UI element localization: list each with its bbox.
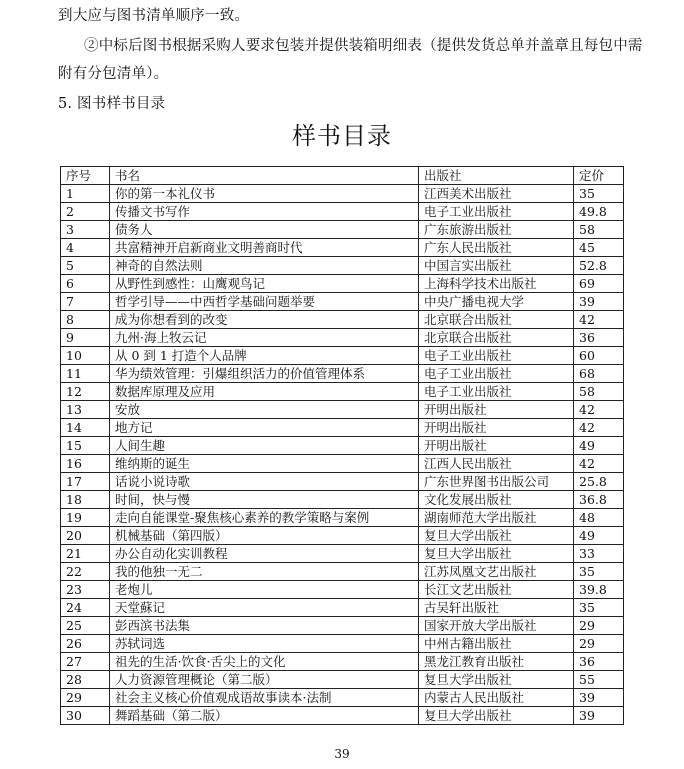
cell-index: 25	[61, 617, 110, 635]
cell-index: 4	[61, 239, 110, 257]
cell-publisher: 江西人民出版社	[419, 455, 574, 473]
cell-index: 29	[61, 689, 110, 707]
cell-publisher: 复旦大学出版社	[419, 671, 574, 689]
cell-price: 36	[574, 653, 624, 671]
table-row	[61, 707, 624, 725]
cell-index: 24	[61, 599, 110, 617]
cell-price: 52.8	[574, 257, 624, 275]
cell-price: 39	[574, 689, 624, 707]
cell-price: 58	[574, 221, 624, 239]
cell-price: 45	[574, 239, 624, 257]
table-row	[61, 455, 624, 473]
cell-index: 26	[61, 635, 110, 653]
cell-index: 23	[61, 581, 110, 599]
cell-publisher: 复旦大学出版社	[419, 527, 574, 545]
table-row	[61, 239, 624, 257]
cell-title: 传播文书写作	[110, 203, 419, 221]
table-header-row	[61, 167, 624, 185]
table-row	[61, 617, 624, 635]
cell-publisher: 湖南师范大学出版社	[419, 509, 574, 527]
cell-index: 14	[61, 419, 110, 437]
cell-index: 12	[61, 383, 110, 401]
page-number: 39	[334, 747, 350, 761]
header-publisher: 出版社	[419, 167, 574, 185]
cell-index: 15	[61, 437, 110, 455]
table-row	[61, 401, 624, 419]
cell-price: 36	[574, 329, 624, 347]
paragraph-line-3: 附有分包清单）。	[58, 66, 169, 82]
paragraph-line-2: ②中标后图书根据采购人要求包装并提供装箱明细表（提供发货总单并盖章且每包中需	[84, 38, 643, 54]
cell-index: 6	[61, 275, 110, 293]
cell-index: 19	[61, 509, 110, 527]
cell-price: 39	[574, 707, 624, 725]
cell-price: 42	[574, 455, 624, 473]
cell-publisher: 上海科学技术出版社	[419, 275, 574, 293]
cell-price: 36.8	[574, 491, 624, 509]
cell-title: 你的第一本礼仪书	[110, 185, 419, 203]
cell-index: 7	[61, 293, 110, 311]
cell-publisher: 复旦大学出版社	[419, 545, 574, 563]
cell-publisher: 中央广播电视大学	[419, 293, 574, 311]
table-row	[61, 653, 624, 671]
cell-index: 21	[61, 545, 110, 563]
cell-publisher: 北京联合出版社	[419, 329, 574, 347]
cell-title: 时间，快与慢	[110, 491, 419, 509]
cell-publisher: 江苏凤凰文艺出版社	[419, 563, 574, 581]
cell-publisher: 开明出版社	[419, 419, 574, 437]
table-row	[61, 257, 624, 275]
table-row	[61, 491, 624, 509]
header-title: 书名	[110, 167, 419, 185]
cell-index: 2	[61, 203, 110, 221]
cell-price: 69	[574, 275, 624, 293]
cell-price: 25.8	[574, 473, 624, 491]
cell-index: 8	[61, 311, 110, 329]
cell-price: 49	[574, 437, 624, 455]
cell-title: 人力资源管理概论（第二版）	[110, 671, 419, 689]
cell-title: 数据库原理及应用	[110, 383, 419, 401]
paragraph-line-1: 到大应与图书清单顺序一致。	[58, 8, 250, 24]
cell-publisher: 北京联合出版社	[419, 311, 574, 329]
cell-index: 1	[61, 185, 110, 203]
cell-title: 天堂蘇记	[110, 599, 419, 617]
cell-title: 哲学引导——中西哲学基础问题举要	[110, 293, 419, 311]
cell-publisher: 广东人民出版社	[419, 239, 574, 257]
cell-title: 苏轼词选	[110, 635, 419, 653]
cell-price: 48	[574, 509, 624, 527]
cell-price: 29	[574, 635, 624, 653]
cell-publisher: 广东旅游出版社	[419, 221, 574, 239]
table-row	[61, 365, 624, 383]
cell-price: 49	[574, 527, 624, 545]
cell-index: 20	[61, 527, 110, 545]
cell-title: 维纳斯的诞生	[110, 455, 419, 473]
cell-title: 社会主义核心价值观成语故事读本·法制	[110, 689, 419, 707]
cell-title: 华为绩效管理：引爆组织活力的价值管理体系	[110, 365, 419, 383]
cell-price: 39	[574, 293, 624, 311]
table-row	[61, 311, 624, 329]
table-row	[61, 599, 624, 617]
cell-title: 成为你想看到的改变	[110, 311, 419, 329]
cell-price: 68	[574, 365, 624, 383]
cell-index: 28	[61, 671, 110, 689]
cell-title: 从 0 到 1 打造个人品牌	[110, 347, 419, 365]
cell-index: 18	[61, 491, 110, 509]
cell-price: 58	[574, 383, 624, 401]
cell-index: 11	[61, 365, 110, 383]
cell-price: 49.8	[574, 203, 624, 221]
cell-price: 35	[574, 185, 624, 203]
table-row	[61, 347, 624, 365]
cell-title: 九州·海上牧云记	[110, 329, 419, 347]
cell-publisher: 江西美术出版社	[419, 185, 574, 203]
cell-price: 42	[574, 311, 624, 329]
header-price: 定价	[574, 167, 624, 185]
table-row	[61, 419, 624, 437]
cell-price: 60	[574, 347, 624, 365]
table-row	[61, 635, 624, 653]
cell-index: 22	[61, 563, 110, 581]
cell-index: 13	[61, 401, 110, 419]
table-row	[61, 383, 624, 401]
cell-publisher: 文化发展出版社	[419, 491, 574, 509]
cell-publisher: 电子工业出版社	[419, 365, 574, 383]
cell-title: 从野性到感性：山鹰观鸟记	[110, 275, 419, 293]
cell-price: 39.8	[574, 581, 624, 599]
cell-title: 彭西滨书法集	[110, 617, 419, 635]
table-row	[61, 581, 624, 599]
cell-title: 人间生趣	[110, 437, 419, 455]
table-row	[61, 671, 624, 689]
cell-index: 5	[61, 257, 110, 275]
cell-publisher: 开明出版社	[419, 401, 574, 419]
cell-index: 27	[61, 653, 110, 671]
header-index: 序号	[61, 167, 110, 185]
cell-publisher: 长江文艺出版社	[419, 581, 574, 599]
cell-publisher: 广东世界图书出版公司	[419, 473, 574, 491]
cell-publisher: 复旦大学出版社	[419, 707, 574, 725]
cell-price: 35	[574, 599, 624, 617]
cell-publisher: 开明出版社	[419, 437, 574, 455]
cell-publisher: 电子工业出版社	[419, 203, 574, 221]
cell-title: 舞蹈基础（第二版）	[110, 707, 419, 725]
table-row	[61, 509, 624, 527]
cell-title: 祖先的生活·饮食·舌尖上的文化	[110, 653, 419, 671]
table-row	[61, 275, 624, 293]
cell-title: 共富精神开启新商业文明善商时代	[110, 239, 419, 257]
cell-title: 老炮儿	[110, 581, 419, 599]
cell-price: 42	[574, 419, 624, 437]
cell-publisher: 国家开放大学出版社	[419, 617, 574, 635]
cell-price: 35	[574, 563, 624, 581]
cell-title: 话说小说诗歌	[110, 473, 419, 491]
table-row	[61, 545, 624, 563]
cell-title: 我的他独一无二	[110, 563, 419, 581]
table-row	[61, 689, 624, 707]
cell-price: 55	[574, 671, 624, 689]
cell-title: 地方记	[110, 419, 419, 437]
section-heading: 5. 图书样书目录	[58, 96, 166, 112]
cell-price: 42	[574, 401, 624, 419]
cell-index: 16	[61, 455, 110, 473]
cell-publisher: 内蒙古人民出版社	[419, 689, 574, 707]
table-row	[61, 185, 624, 203]
cell-price: 29	[574, 617, 624, 635]
cell-publisher: 黑龙江教育出版社	[419, 653, 574, 671]
cell-publisher: 电子工业出版社	[419, 383, 574, 401]
cell-title: 机械基础（第四版）	[110, 527, 419, 545]
table-row	[61, 293, 624, 311]
book-catalog-table	[60, 166, 624, 725]
cell-index: 17	[61, 473, 110, 491]
cell-title: 走向自能课堂-聚焦核心素养的教学策略与案例	[110, 509, 419, 527]
table-row	[61, 221, 624, 239]
cell-index: 9	[61, 329, 110, 347]
cell-index: 30	[61, 707, 110, 725]
table-row	[61, 437, 624, 455]
cell-publisher: 中国言实出版社	[419, 257, 574, 275]
cell-title: 债务人	[110, 221, 419, 239]
cell-title: 安放	[110, 401, 419, 419]
cell-index: 3	[61, 221, 110, 239]
cell-index: 10	[61, 347, 110, 365]
page-title: 样书目录	[292, 122, 392, 150]
table-row	[61, 203, 624, 221]
cell-title: 办公自动化实训教程	[110, 545, 419, 563]
cell-publisher: 电子工业出版社	[419, 347, 574, 365]
table-row	[61, 329, 624, 347]
table-row	[61, 473, 624, 491]
table-row	[61, 563, 624, 581]
cell-publisher: 古吴轩出版社	[419, 599, 574, 617]
table-row	[61, 527, 624, 545]
cell-price: 33	[574, 545, 624, 563]
cell-publisher: 中州古籍出版社	[419, 635, 574, 653]
cell-title: 神奇的自然法则	[110, 257, 419, 275]
